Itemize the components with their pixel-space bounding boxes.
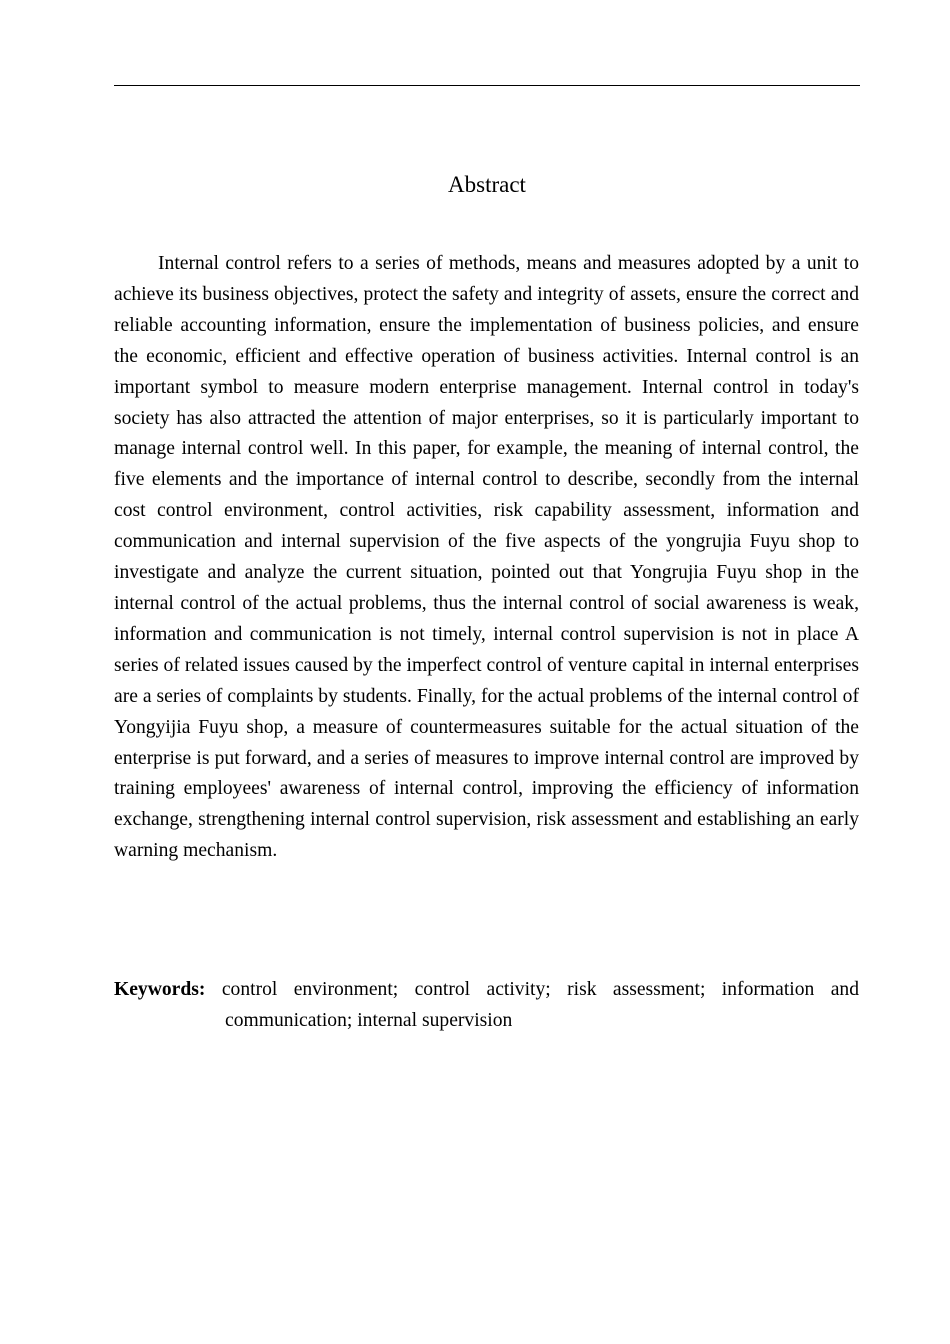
keywords-label: Keywords: <box>114 979 206 1000</box>
abstract-body: Internal control refers to a series of methods, means and measures adopted by a unit to achieve its business objectives, protect the safety and integrity of assets, ensure the correct and reliable accounting information, ensure the implementation of business policies, and ensure the economic, efficient and effective operation of business activities. Internal control is an important symbol to measure modern enterprise management. Internal control in today's society has also attracted the attention of major enterprises, so it is particularly important to manage internal control well. In this paper, for example, the meaning of internal control, the five elements and the importance of internal control to describe, secondly from the internal cost control environment, control activities, risk capability assessment, information and communication and internal supervision of the five aspects of the yongrujia Fuyu shop to investigate and analyze the current situation, pointed out that Yongrujia Fuyu shop in the internal control of the actual problems, thus the internal control of social awareness is weak, information and communication is not timely, internal control supervision is not in place A series of related issues caused by the imperfect control of venture capital in internal enterprises are a series of complaints by students. Finally, for the actual problems of the internal control of Yongyijia Fuyu shop, a measure of countermeasures suitable for the actual situation of the enterprise is put forward, and a series of measures to improve internal control are improved by training employees' awareness of internal control, improving the efficiency of information exchange, strengthening internal control supervision, risk assessment and establishing an early warning mechanism. <box>114 253 859 862</box>
keywords-text: control environment; control activity; risk assessment; information and communication; internal supervision <box>221 979 860 1031</box>
keywords-paragraph <box>114 975 859 1037</box>
abstract-title: Abstract <box>448 172 526 197</box>
header-rule <box>114 85 860 86</box>
